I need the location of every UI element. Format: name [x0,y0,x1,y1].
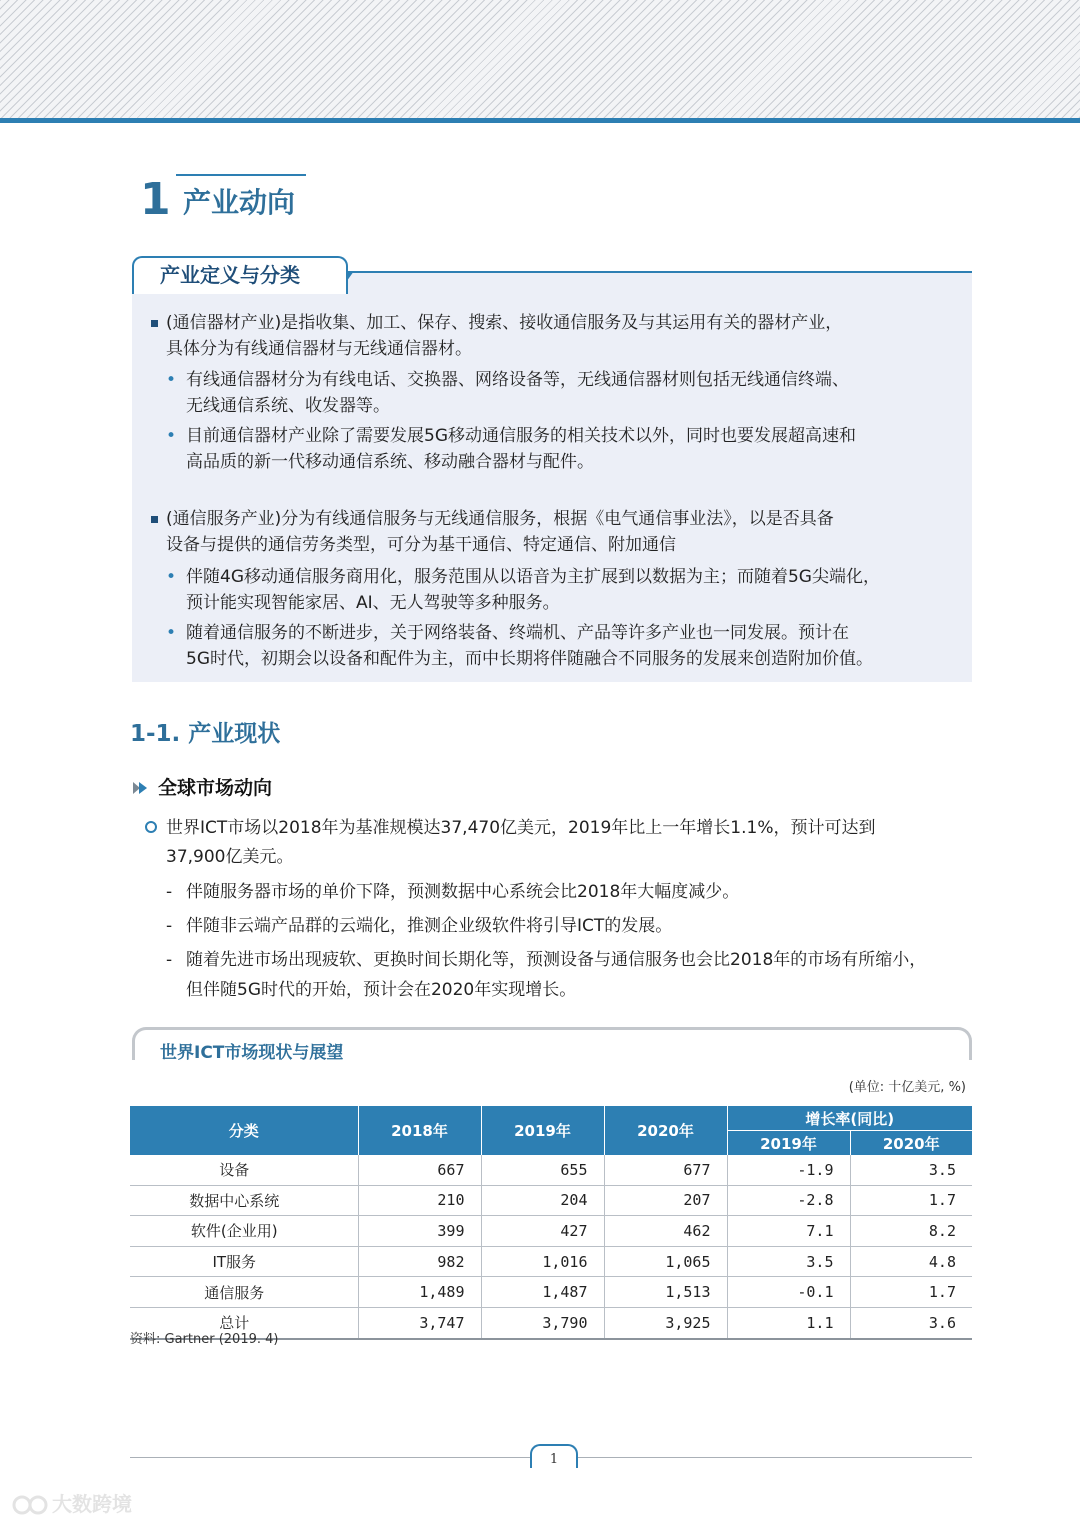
page-number: 1 [549,1452,559,1467]
dash-bullet-icon: - [166,916,173,936]
header-growth-2019: 2019年 [727,1131,850,1156]
row-2020: 207 [604,1185,727,1216]
dash-bullet-icon: - [166,882,173,902]
row-2019: 204 [481,1185,604,1216]
double-chevron-icon [133,780,149,796]
definition-block2-line1: (通信服务产业)分为有线通信服务与无线通信服务，根据《电气通信事业法》，以是否具备 [166,509,834,529]
row-2018: 399 [358,1216,481,1247]
row-2019: 655 [481,1155,604,1185]
dot-bullet-icon: • [166,567,177,587]
row-growth-2020: 1.7 [850,1185,972,1216]
row-2019: 1,016 [481,1246,604,1277]
definition-block2-item1-line2: 预计能实现智能家居、AI、无人驾驶等多种服务。 [186,593,560,613]
row-growth-2019: 7.1 [727,1216,850,1247]
definition-tab-label: 产业定义与分类 [160,263,300,287]
header-2019: 2019年 [481,1106,604,1155]
row-growth-2020: 1.7 [850,1277,972,1308]
market-dash-item1: 伴随服务器市场的单价下降，预测数据中心系统会比2018年大幅度减少。 [186,882,740,902]
header-growth: 增长率(同比) [727,1106,972,1131]
square-bullet-icon [151,320,158,327]
definition-block1-item1-line2: 无线通信系统、收发器等。 [186,396,390,416]
row-growth-2019: -1.9 [727,1155,850,1185]
row-2020: 1,513 [604,1277,727,1308]
row-growth-2019: -2.8 [727,1185,850,1216]
definition-block1-line1: (通信器材产业)是指收集、加工、保存、搜索、接收通信服务及与其运用有关的器材产业， [166,313,843,333]
table-row [130,1216,972,1247]
row-category: 通信服务 [130,1277,358,1308]
market-line1: 世界ICT市场以2018年为基准规模达37,470亿美元，2019年比上一年增长1.1%，预计可达到 [166,818,876,838]
table-row [130,1277,972,1308]
dot-bullet-icon: • [166,623,177,643]
row-category: 总计 [130,1307,358,1338]
market-dash-item3-line2: 但伴随5G时代的开始，预计会在2020年实现增长。 [186,980,577,1000]
square-bullet-icon [151,516,158,523]
chapter-title: 产业动向 [183,186,296,219]
definition-block1-item1-line1: 有线通信器材分为有线电话、交换器、网络设备等，无线通信器材则包括无线通信终端、 [186,370,849,390]
row-growth-2020: 3.6 [850,1307,972,1338]
ring-bullet-icon [145,821,157,833]
row-category: IT服务 [130,1246,358,1277]
table-row [130,1185,972,1216]
definition-block2-line2: 设备与提供的通信劳务类型，可分为基干通信、特定通信、附加通信 [166,535,676,555]
chapter-rule [176,174,306,176]
row-2020: 3,925 [604,1307,727,1338]
row-growth-2020: 8.2 [850,1216,972,1247]
row-2020: 1,065 [604,1246,727,1277]
row-growth-2019: 3.5 [727,1246,850,1277]
header-category: 分类 [130,1106,358,1155]
row-2018: 1,489 [358,1277,481,1308]
row-2018: 210 [358,1185,481,1216]
definition-block2-item1-line1: 伴随4G移动通信服务商用化，服务范围从以语音为主扩展到以数据为主；而随着5G尖端化， [186,567,880,587]
header-2018: 2018年 [358,1106,481,1155]
market-dash-item3-line1: 随着先进市场出现疲软、更换时间长期化等，预测设备与通信服务也会比2018年的市场有所缩小， [186,950,927,970]
row-2020: 462 [604,1216,727,1247]
row-2018: 3,747 [358,1307,481,1338]
watermark-logo-icon [12,1494,50,1516]
row-growth-2019: 1.1 [727,1307,850,1338]
table-unit: (单位: 十亿美元, %) [848,1080,966,1095]
dot-bullet-icon: • [166,426,177,446]
definition-block1-line2: 具体分为有线通信器材与无线通信器材。 [166,339,472,359]
definition-block2-item2-line2: 5G时代，初期会以设备和配件为主，而中长期将伴随融合不同服务的发展来创造附加价值。 [186,649,873,669]
market-dash-item2: 伴随非云端产品群的云端化，推测企业级软件将引导ICT的发展。 [186,916,673,936]
row-2019: 3,790 [481,1307,604,1338]
ict-market-table [130,1106,972,1340]
header-growth-2020: 2020年 [850,1131,972,1156]
table-title: 世界ICT市场现状与展望 [160,1043,344,1063]
header-rule [0,118,1080,123]
row-growth-2020: 3.5 [850,1155,972,1185]
row-2018: 667 [358,1155,481,1185]
dash-bullet-icon: - [166,950,173,970]
row-growth-2019: -0.1 [727,1277,850,1308]
dot-bullet-icon: • [166,370,177,390]
header-pattern-band [0,0,1080,118]
row-2018: 982 [358,1246,481,1277]
subsection-title: 全球市场动向 [158,777,273,799]
watermark-text: 大数跨境 [52,1492,132,1516]
section-title: 1-1. 产业现状 [130,721,281,747]
table-source: 资料: Gartner (2019. 4) [130,1332,279,1347]
chapter-number: 1 [140,174,171,225]
definition-block1-item2-line1: 目前通信器材产业除了需要发展5G移动通信服务的相关技术以外，同时也要发展超高速和 [186,426,856,446]
row-category: 设备 [130,1155,358,1185]
row-2020: 677 [604,1155,727,1185]
row-2019: 427 [481,1216,604,1247]
definition-box-rule [346,271,972,273]
row-category: 软件(企业用) [130,1216,358,1247]
table-row [130,1246,972,1277]
row-category: 数据中心系统 [130,1185,358,1216]
definition-block2-item2-line1: 随着通信服务的不断进步，关于网络装备、终端机、产品等许多产业也一同发展。预计在 [186,623,849,643]
header-2020: 2020年 [604,1106,727,1155]
table-row [130,1155,972,1185]
row-2019: 1,487 [481,1277,604,1308]
market-line2: 37,900亿美元。 [166,847,294,867]
row-growth-2020: 4.8 [850,1246,972,1277]
definition-block1-item2-line2: 高品质的新一代移动通信系统、移动融合器材与配件。 [186,452,594,472]
